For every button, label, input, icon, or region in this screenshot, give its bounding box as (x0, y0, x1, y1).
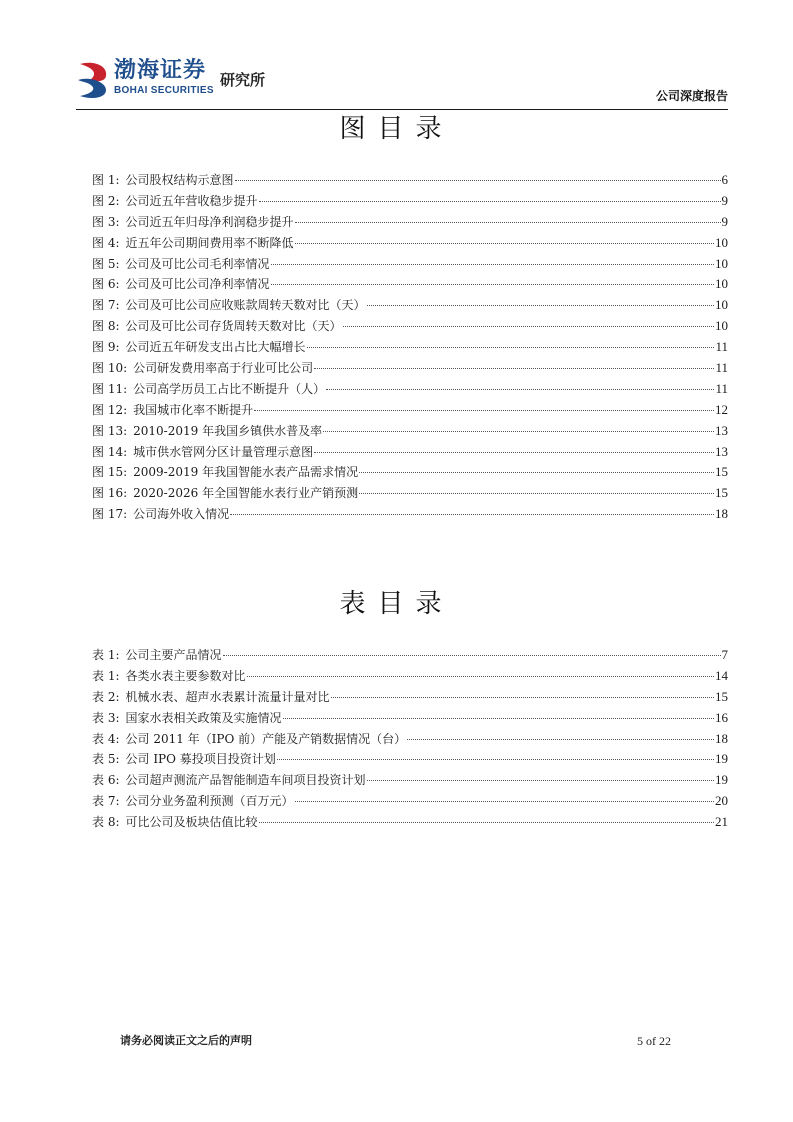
table-page-number: 14 (715, 667, 728, 683)
leader-dots (283, 717, 714, 719)
leader-dots (223, 654, 721, 656)
figure-entry[interactable] (92, 254, 728, 275)
table-label: 表 2: (92, 689, 120, 704)
tables-heading: 表目录 (339, 589, 454, 619)
table-entry[interactable] (92, 645, 728, 666)
leader-dots (230, 513, 714, 515)
figure-page-number: 10 (715, 255, 728, 271)
figure-label: 图 7: (92, 298, 120, 313)
table-label: 表 5: (92, 752, 120, 767)
figure-entry[interactable] (92, 358, 728, 379)
figure-entry[interactable] (92, 316, 728, 337)
leader-dots (271, 263, 714, 265)
page-header (76, 58, 728, 110)
table-entry[interactable] (92, 770, 728, 791)
figure-page-number: 15 (715, 464, 728, 480)
leader-dots (314, 451, 714, 453)
leader-dots (314, 367, 714, 369)
figure-label: 图 15: (92, 465, 128, 480)
leader-dots (367, 304, 714, 306)
figure-entry[interactable] (92, 421, 728, 442)
figure-title: 2020-2026 年全国智能水表行业产销预测 (133, 486, 359, 501)
figure-entry[interactable] (92, 504, 728, 525)
table-entry[interactable] (92, 812, 728, 833)
leader-dots (271, 283, 714, 285)
figure-page-number: 13 (715, 422, 728, 438)
figure-label: 图 9: (92, 340, 120, 355)
table-label: 表 1: (92, 648, 120, 662)
leader-dots (254, 409, 714, 411)
figure-label: 图 2: (92, 193, 120, 208)
table-label: 表 4: (92, 731, 120, 746)
table-label: 表 7: (92, 794, 120, 809)
figure-title: 城市供水管网分区计量管理示意图 (133, 444, 314, 459)
figure-title: 近五年公司期间费用率不断降低 (125, 235, 294, 250)
figure-entry[interactable] (92, 462, 728, 483)
table-page-number: 18 (715, 730, 728, 746)
figure-label: 图 4: (92, 235, 120, 250)
figure-title: 公司近五年研发支出占比大幅增长 (125, 340, 306, 355)
table-title: 国家水表相关政策及实施情况 (125, 710, 282, 725)
logo-chinese-name: 渤海证券 (114, 58, 207, 83)
figure-entry[interactable] (92, 400, 728, 421)
table-entry[interactable] (92, 791, 728, 812)
leader-dots (359, 471, 714, 473)
figure-entry[interactable] (92, 379, 728, 400)
figure-page-number: 18 (715, 506, 728, 522)
figures-heading: 图目录 (339, 114, 454, 144)
report-type-label: 公司深度报告 (655, 89, 728, 103)
figure-page-number: 10 (715, 276, 728, 292)
figure-title: 2009-2019 年我国智能水表产品需求情况 (133, 465, 359, 480)
figure-entry[interactable] (92, 483, 728, 504)
figure-page-number: 11 (715, 339, 728, 355)
leader-dots (259, 821, 714, 823)
figure-title: 公司及可比公司应收账款周转天数对比（天） (125, 298, 366, 313)
institute-label: 研究所 (220, 71, 266, 89)
page-indicator: 5 of 22 (637, 1034, 671, 1048)
figure-title: 公司研发费用率高于行业可比公司 (133, 361, 314, 376)
leader-dots (407, 738, 714, 740)
figure-title: 公司近五年归母净利润稳步提升 (125, 214, 294, 229)
figure-entry[interactable] (92, 274, 728, 295)
leader-dots (359, 492, 714, 494)
leader-dots (277, 758, 714, 760)
figure-label: 图 8: (92, 319, 120, 334)
figure-label: 图 3: (92, 214, 120, 229)
table-page-number: 7 (721, 647, 728, 662)
figure-page-number: 15 (715, 485, 728, 501)
table-title: 可比公司及板块估值比较 (125, 815, 258, 830)
table-label: 表 8: (92, 815, 120, 830)
table-title: 公司 IPO 募投项目投资计划 (125, 752, 276, 767)
table-title: 公司超声测流产品智能制造车间项目投资计划 (125, 773, 366, 788)
table-label: 表 6: (92, 773, 120, 788)
figure-label: 图 5: (92, 256, 120, 271)
figure-entry[interactable] (92, 191, 728, 212)
bohai-logo-icon (76, 60, 110, 100)
figure-title: 2010-2019 年我国乡镇供水普及率 (133, 423, 323, 438)
logo-english-name: BOHAI SECURITIES (114, 85, 214, 96)
table-title: 公司 2011 年（IPO 前）产能及产销数据情况（台） (125, 731, 407, 746)
figure-label: 图 11: (92, 381, 128, 396)
figure-label: 图 6: (92, 277, 120, 292)
figure-page-number: 6 (721, 172, 728, 187)
table-label: 表 1: (92, 668, 120, 683)
figure-title: 公司股权结构示意图 (125, 173, 234, 187)
figure-entry[interactable] (92, 212, 728, 233)
leader-dots (247, 675, 714, 677)
figure-entry[interactable] (92, 233, 728, 254)
figure-title: 公司及可比公司毛利率情况 (125, 256, 270, 271)
leader-dots (331, 696, 714, 698)
figure-label: 图 1: (92, 173, 120, 187)
table-page-number: 20 (715, 793, 728, 809)
header-divider (76, 109, 728, 110)
figure-entry[interactable] (92, 295, 728, 316)
figure-page-number: 11 (715, 360, 728, 376)
figure-title: 公司及可比公司净利率情况 (125, 277, 270, 292)
figure-title: 公司近五年营收稳步提升 (125, 193, 258, 208)
table-title: 公司分业务盈利预测（百万元） (125, 794, 294, 809)
table-entry[interactable] (92, 729, 728, 750)
figure-label: 图 10: (92, 361, 128, 376)
table-page-number: 19 (715, 772, 728, 788)
figure-title: 公司海外收入情况 (133, 507, 230, 522)
table-entry[interactable] (92, 708, 728, 729)
figure-page-number: 11 (715, 380, 728, 396)
table-entry[interactable] (92, 666, 728, 687)
table-title: 机械水表、超声水表累计流量计量对比 (125, 689, 330, 704)
table-page-number: 19 (715, 751, 728, 767)
leader-dots (307, 346, 715, 348)
table-title: 公司主要产品情况 (125, 648, 222, 662)
leader-dots (295, 800, 714, 802)
leader-dots (235, 179, 721, 181)
footer-disclaimer: 请务必阅读正文之后的声明 (120, 1034, 252, 1047)
figure-page-number: 10 (715, 318, 728, 334)
table-entry[interactable] (92, 687, 728, 708)
figure-page-number: 10 (715, 234, 728, 250)
figures-list (92, 170, 728, 525)
figure-page-number: 9 (721, 192, 728, 208)
tables-list (92, 645, 728, 833)
leader-dots (259, 200, 721, 202)
figure-title: 我国城市化率不断提升 (133, 402, 254, 417)
figure-entry[interactable] (92, 337, 728, 358)
figure-page-number: 13 (715, 443, 728, 459)
figure-page-number: 9 (721, 213, 728, 229)
table-title: 各类水表主要参数对比 (125, 668, 246, 683)
figure-title: 公司高学历员工占比不断提升（人） (133, 381, 326, 396)
figure-title: 公司及可比公司存货周转天数对比（天） (125, 319, 342, 334)
table-entry[interactable] (92, 749, 728, 770)
leader-dots (343, 325, 714, 327)
figure-page-number: 10 (715, 297, 728, 313)
figure-label: 图 17: (92, 507, 128, 522)
figure-label: 图 12: (92, 402, 128, 417)
table-label: 表 3: (92, 710, 120, 725)
figure-label: 图 13: (92, 423, 128, 438)
figure-entry[interactable] (92, 170, 728, 191)
figure-label: 图 16: (92, 486, 128, 501)
leader-dots (367, 779, 714, 781)
figure-label: 图 14: (92, 444, 128, 459)
figure-entry[interactable] (92, 442, 728, 463)
table-page-number: 15 (715, 688, 728, 704)
leader-dots (323, 430, 714, 432)
table-page-number: 16 (715, 709, 728, 725)
table-page-number: 21 (715, 814, 728, 830)
leader-dots (295, 242, 714, 244)
leader-dots (326, 388, 714, 390)
figure-page-number: 12 (715, 401, 728, 417)
leader-dots (295, 221, 721, 223)
